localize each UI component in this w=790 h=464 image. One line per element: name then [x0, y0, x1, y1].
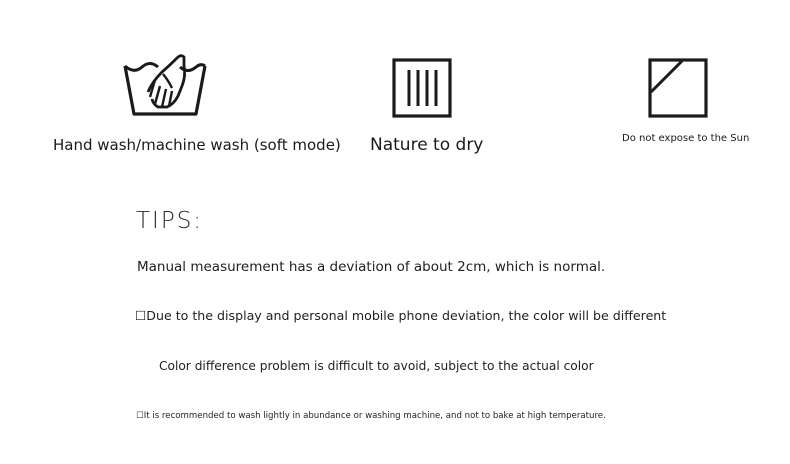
natural-dry-icon [392, 58, 452, 118]
hand-wash-basin-icon [122, 52, 208, 122]
clipped-tip-line [160, 398, 630, 406]
tip-line: ☐It is recommended to wash lightly in abundance or washing machine, and not to bake at high temperature. [136, 411, 606, 421]
tip-line: Color difference problem is difficult to avoid, subject to the actual color [159, 359, 594, 373]
natural-dry-label: Nature to dry [370, 135, 484, 155]
tip-line: ☐Due to the display and personal mobile phone deviation, the color will be different [135, 308, 667, 323]
tip-line: Manual measurement has a deviation of about 2cm, which is normal. [137, 259, 606, 275]
no-sun-exposure-icon [648, 58, 708, 118]
tips-title: TIPS: [136, 208, 204, 234]
no-sun-label: Do not expose to the Sun [622, 133, 750, 144]
hand-wash-label: Hand wash/machine wash (soft mode) [53, 136, 341, 154]
